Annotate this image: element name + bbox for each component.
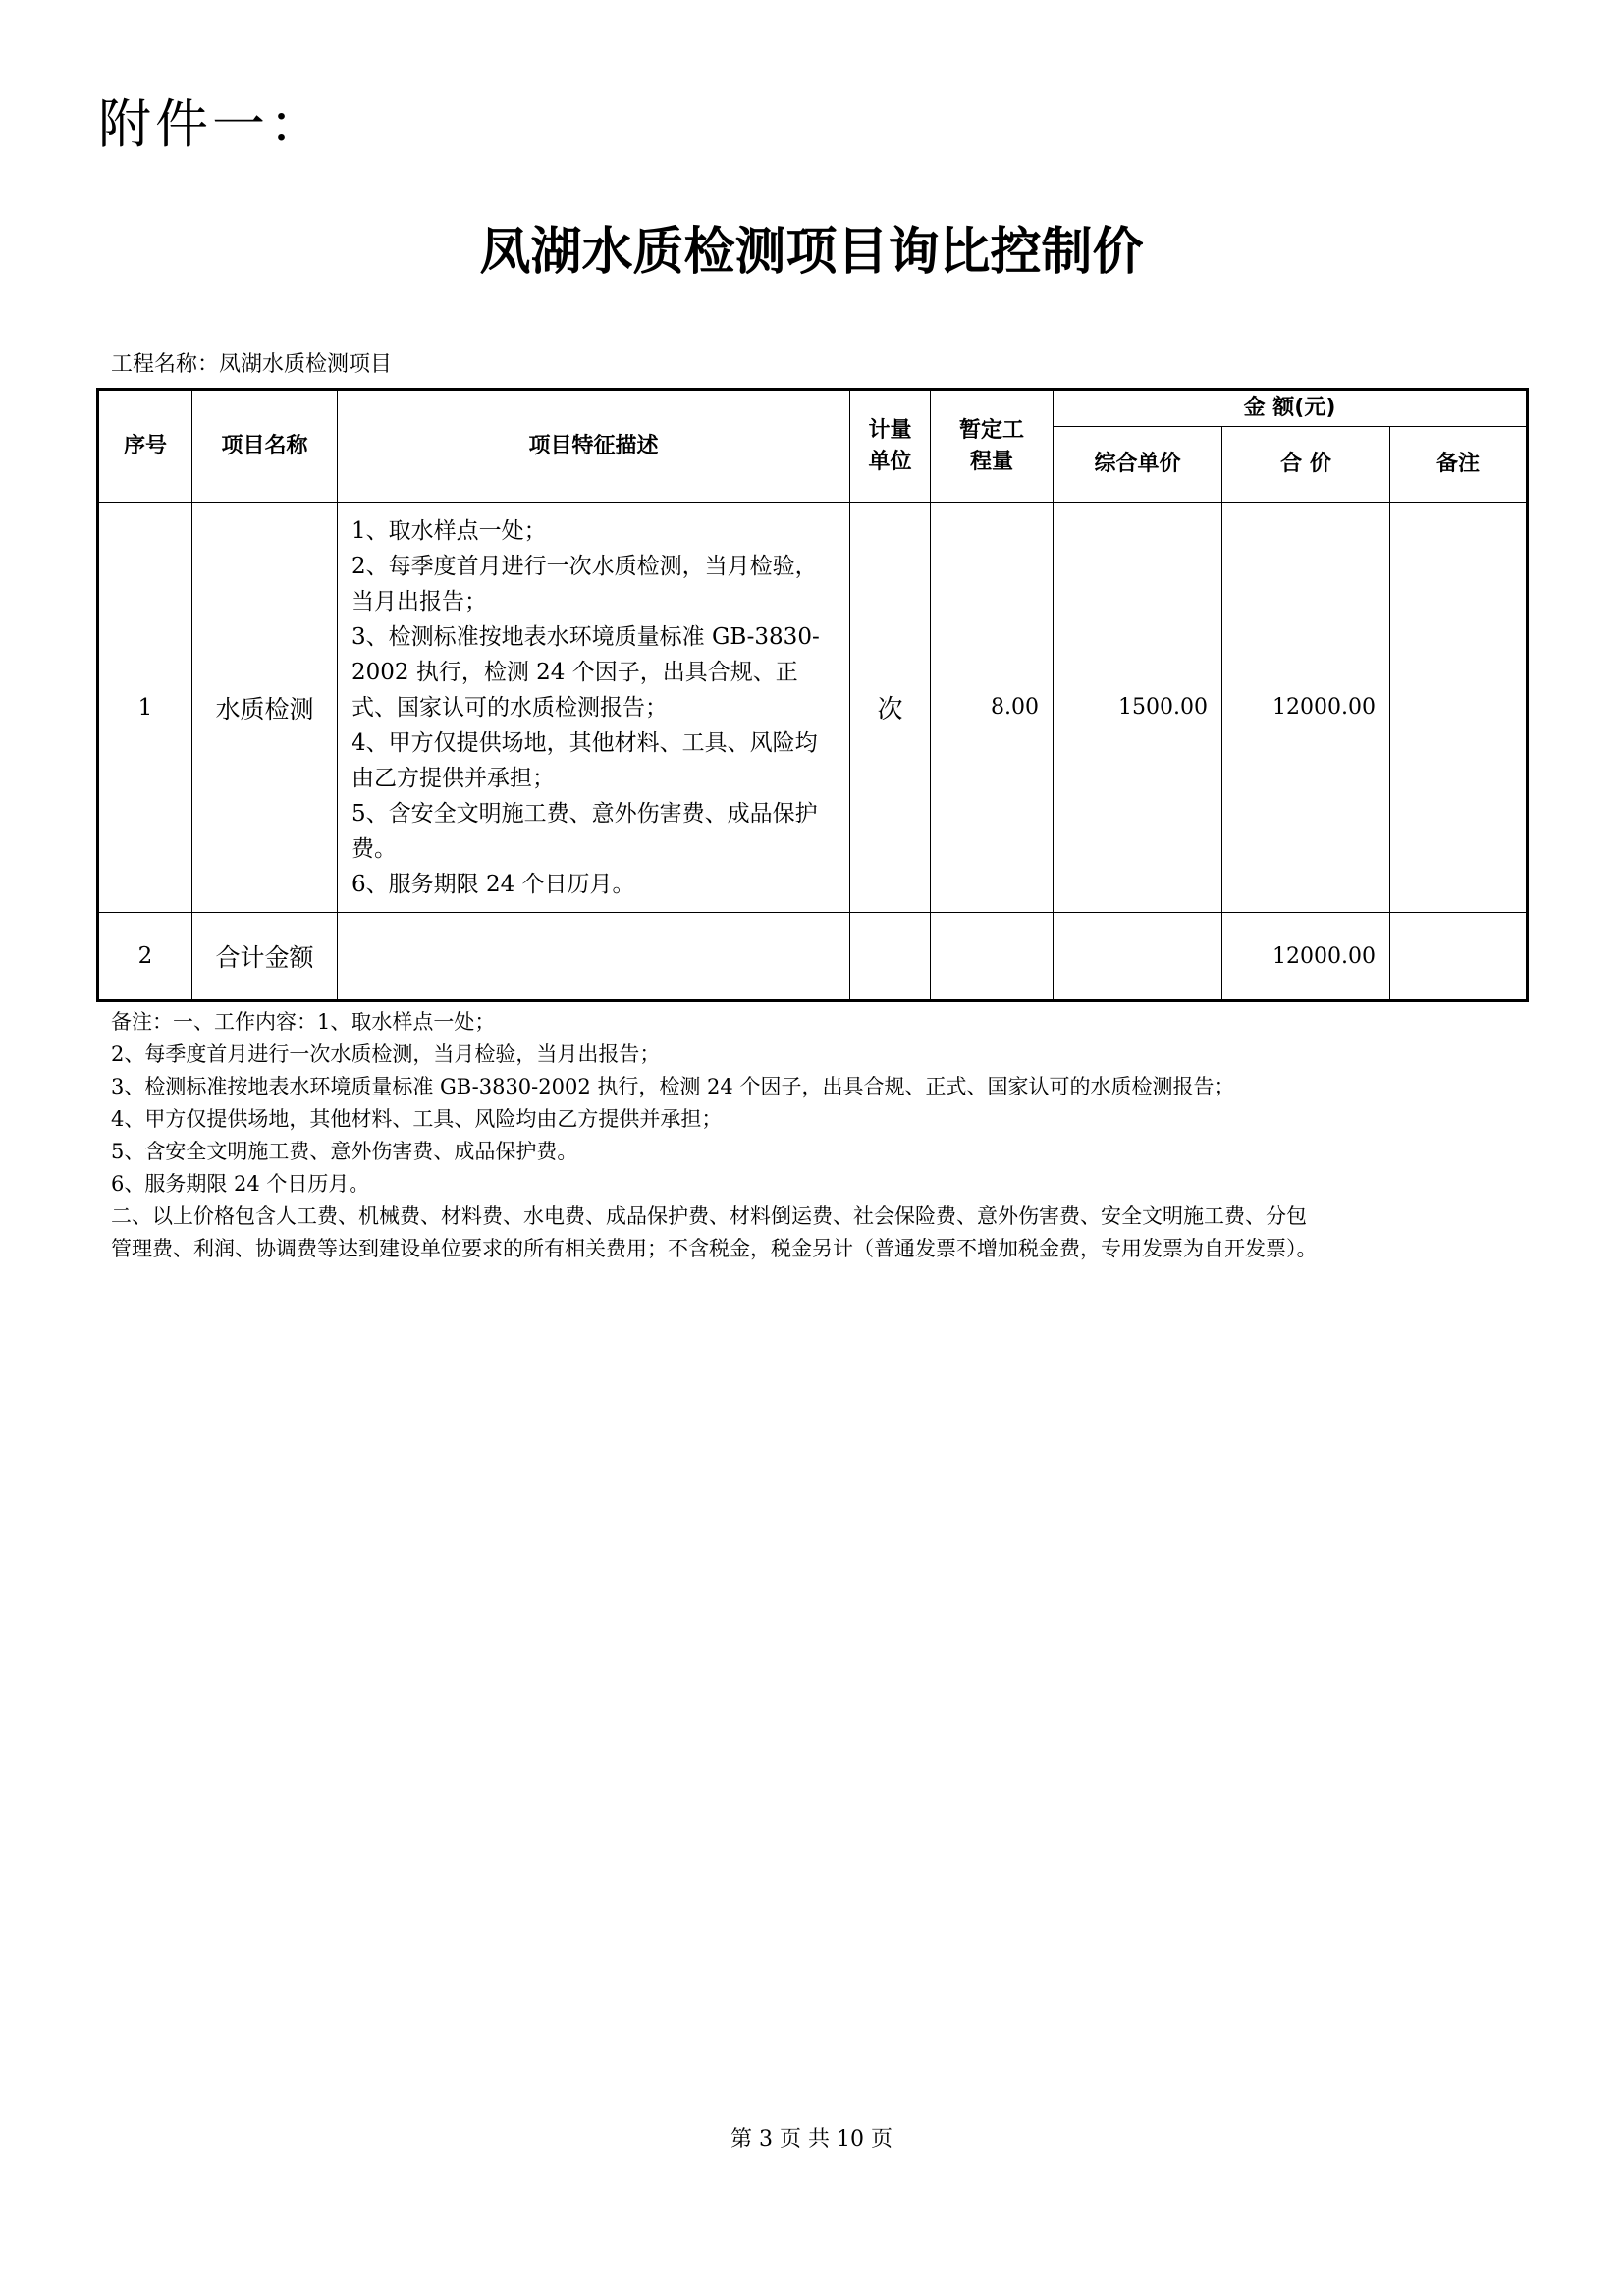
header-quantity [931,390,1054,503]
cell-description [338,913,850,1001]
note-line: 2、每季度首月进行一次水质检测，当月检验，当月出报告； [111,1042,661,1066]
cell-unit: 次 [850,503,931,913]
table-header-row [98,390,1528,427]
cell-seq: 2 [98,913,192,1001]
cell-remarks [1390,503,1528,913]
project-name-line: 工程名称：凤湖水质检测项目 [111,352,393,377]
header-remarks: 备注 [1390,427,1528,503]
cell-unit-price: 1500.00 [1054,503,1222,913]
header-seq: 序号 [98,390,192,503]
cell-seq: 1 [98,503,192,913]
document-title: 凤湖水质检测项目询比控制价 [479,223,1144,282]
header-description: 项目特征描述 [338,390,850,503]
description-line: 6、服务期限 24 个日历月。 [352,871,635,897]
note-line: 备注：一、工作内容：1、取水样点一处； [111,1010,496,1034]
cell-item-name: 合计金额 [192,913,338,1001]
header-amount-group: 金 额(元) [1054,390,1528,427]
notes-section [111,1006,1525,1265]
cell-quantity [931,913,1054,1001]
description-line: 4、甲方仅提供场地，其他材料、工具、风险均由乙方提供并承担； [352,729,818,791]
cell-quantity: 8.00 [931,503,1054,913]
note-line: 3、检测标准按地表水环境质量标准 GB-3830-2002 执行，检测 24 个因子，出具合规、正式、国家认可的水质检测报告； [111,1075,1235,1098]
description-line: 2、每季度首月进行一次水质检测，当月检验，当月出报告； [352,553,818,614]
note-line: 6、服务期限 24 个日历月。 [111,1172,370,1196]
note-line: 4、甲方仅提供场地，其他材料、工具、风险均由乙方提供并承担； [111,1107,723,1131]
note-line: 管理费、利润、协调费等达到建设单位要求的所有相关费用；不含税金，税金另计（普通发票不增加税金费，专用发票为自开发票）。 [111,1237,1318,1260]
quotation-table [96,388,1529,1002]
cell-unit-price [1054,913,1222,1001]
cell-remarks [1390,913,1528,1001]
cell-unit [850,913,931,1001]
cell-total-price: 12000.00 [1222,503,1390,913]
header-unit-text: 计量单位 [868,417,912,474]
description-line: 1、取水样点一处； [352,517,547,544]
cell-description [338,503,850,913]
table-row-total [98,913,1528,1001]
description-line: 3、检测标准按地表水环境质量标准 GB-3830-2002 执行，检测 24 个因子，出具合规、正式、国家认可的水质检测报告； [352,623,820,721]
header-unit [850,390,931,503]
cell-item-name: 水质检测 [192,503,338,913]
note-line: 5、含安全文明施工费、意外伤害费、成品保护费。 [111,1140,578,1163]
header-total-price: 合 价 [1222,427,1390,503]
attachment-label: 附件一： [98,93,326,155]
cell-total-price: 12000.00 [1222,913,1390,1001]
note-line: 二、以上价格包含人工费、机械费、材料费、水电费、成品保护费、材料倒运费、社会保险费、意外伤害费、安全文明施工费、分包 [111,1204,1307,1228]
header-item-name: 项目名称 [192,390,338,503]
header-unit-price: 综合单价 [1054,427,1222,503]
table-row [98,503,1528,913]
header-quantity-text: 暂定工程量 [958,417,1024,474]
description-line: 5、含安全文明施工费、意外伤害费、成品保护费。 [352,800,818,862]
page-number: 第 3 页 共 10 页 [730,2127,893,2152]
